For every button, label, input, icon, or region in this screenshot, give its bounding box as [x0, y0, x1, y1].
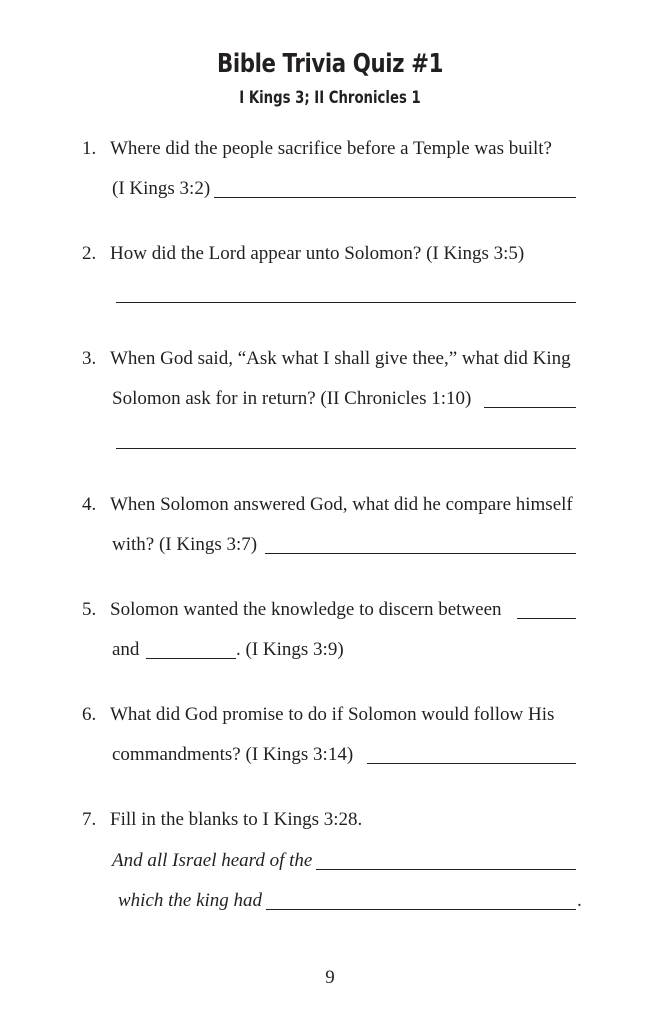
- question-text: When God said, “Ask what I shall give thee,” what did King: [110, 348, 571, 369]
- answer-blank[interactable]: [367, 763, 576, 764]
- question-text: How did the Lord appear unto Solomon? (I Kings 3:5): [110, 243, 525, 264]
- question-number: 7.: [82, 809, 97, 830]
- answer-blank[interactable]: [316, 869, 576, 870]
- page-title: Bible Trivia Quiz #1: [217, 49, 443, 79]
- answer-blank[interactable]: [266, 909, 576, 910]
- page-subtitle: I Kings 3; II Chronicles 1: [239, 88, 421, 108]
- question-number: 3.: [82, 348, 97, 369]
- answer-blank[interactable]: [116, 448, 576, 449]
- question-text: Where did the people sacrifice before a Temple was built?: [110, 138, 552, 159]
- question-number: 1.: [82, 138, 97, 159]
- question-text: When Solomon answered God, what did he compare himself: [110, 494, 573, 515]
- page-number: 9: [325, 967, 335, 988]
- question-text-continued: and: [112, 639, 140, 660]
- question-text-continued: Solomon ask for in return? (II Chronicles 1:10): [112, 388, 472, 409]
- question-text: Solomon wanted the knowledge to discern between: [110, 599, 502, 620]
- question-number: 5.: [82, 599, 97, 620]
- question-reference: . (I Kings 3:9): [236, 639, 344, 660]
- question-text: What did God promise to do if Solomon would follow His: [110, 704, 555, 725]
- question-text: Fill in the blanks to I Kings 3:28.: [110, 809, 363, 830]
- verse-period: .: [577, 890, 582, 911]
- question-number: 2.: [82, 243, 97, 264]
- question-text-continued: commandments? (I Kings 3:14): [112, 744, 354, 765]
- question-text-continued: with? (I Kings 3:7): [112, 534, 258, 555]
- question-reference: (I Kings 3:2): [112, 178, 211, 199]
- verse-text: which the king had: [118, 890, 263, 911]
- question-number: 4.: [82, 494, 97, 515]
- answer-blank[interactable]: [146, 658, 236, 659]
- question-number: 6.: [82, 704, 97, 725]
- answer-blank[interactable]: [517, 618, 576, 619]
- answer-blank[interactable]: [214, 197, 576, 198]
- answer-blank[interactable]: [265, 553, 576, 554]
- answer-blank[interactable]: [484, 407, 576, 408]
- verse-text: And all Israel heard of the: [112, 850, 313, 871]
- answer-blank[interactable]: [116, 302, 576, 303]
